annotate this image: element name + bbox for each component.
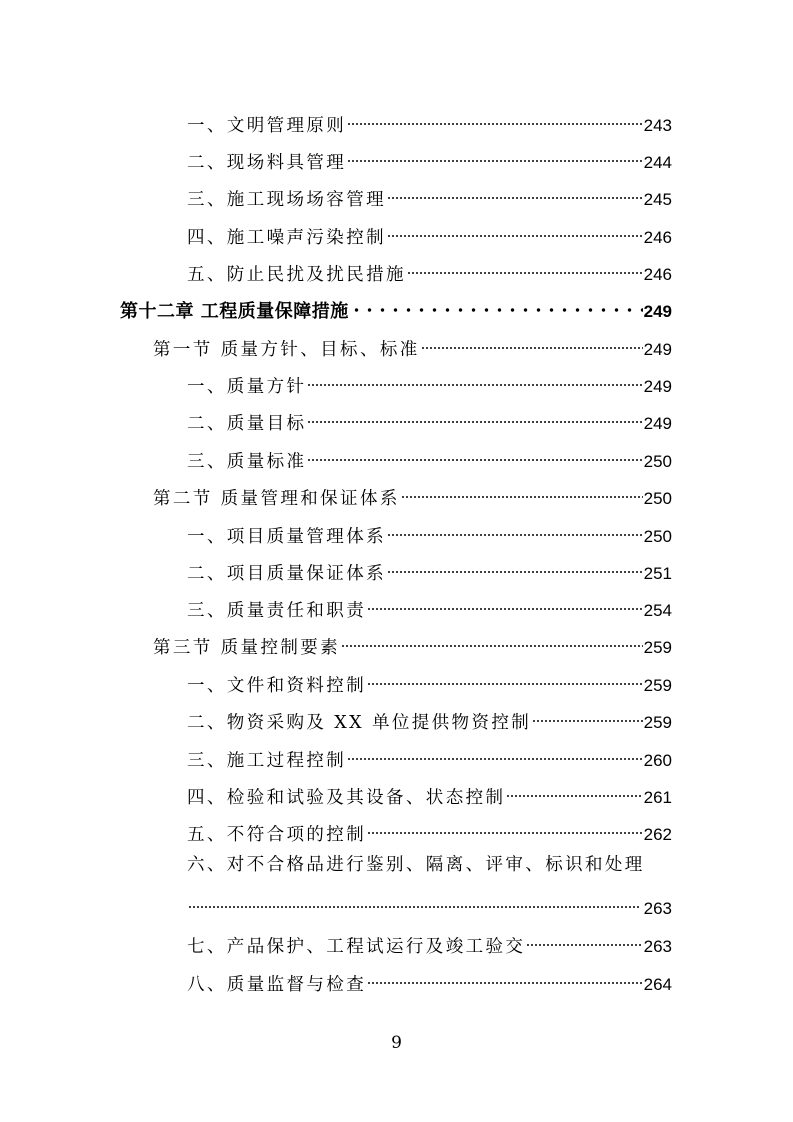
toc-section-entry[interactable] <box>153 480 672 509</box>
toc-entry-label: 二、项目质量保证体系 <box>187 564 386 584</box>
toc-entry[interactable] <box>187 518 672 547</box>
toc-entry-page: 249 <box>643 377 672 396</box>
dot-leader <box>532 704 642 728</box>
toc-entry-page: 251 <box>643 564 672 583</box>
toc-entry[interactable] <box>187 742 672 771</box>
toc-chapter-entry[interactable] <box>120 293 672 322</box>
dot-leader <box>526 928 642 952</box>
toc-entry-page: 261 <box>643 788 672 807</box>
dot-leader <box>347 144 642 168</box>
toc-entry-label: 五、防止民扰及扰民措施 <box>187 265 406 285</box>
toc-entry-page: 246 <box>643 265 672 284</box>
toc-entry-page: 263 <box>643 899 672 918</box>
toc-entry-page: 250 <box>643 452 672 471</box>
dot-leader <box>341 629 643 653</box>
dot-leader <box>387 219 643 243</box>
toc-entry-continuation <box>187 890 672 918</box>
dot-leader <box>347 107 642 131</box>
toc-entry[interactable] <box>187 592 672 621</box>
toc-section-entry[interactable] <box>153 331 672 360</box>
toc-entry-label: 三、质量标准 <box>187 452 307 472</box>
toc-entry-wrapped[interactable] <box>187 853 672 918</box>
toc-entry[interactable] <box>187 107 672 136</box>
toc-entry-page: 249 <box>643 302 672 321</box>
toc-entry[interactable] <box>187 368 672 397</box>
dot-leader <box>387 555 643 579</box>
toc-entry-label: 三、施工过程控制 <box>187 751 347 771</box>
toc-entry[interactable] <box>187 816 672 845</box>
dot-leader <box>307 368 642 392</box>
toc-entry[interactable] <box>187 443 672 472</box>
toc-section-entry[interactable] <box>153 629 672 658</box>
toc-entry-label: 一、文明管理原则 <box>187 116 347 136</box>
toc-entry-page: 259 <box>643 713 672 732</box>
toc-entry-label: 五、不符合项的控制 <box>187 825 367 845</box>
toc-entry-label: 四、检验和试验及其设备、状态控制 <box>187 788 506 808</box>
toc-entry[interactable] <box>187 219 672 248</box>
toc-entry-page: 246 <box>643 228 672 247</box>
toc-entry-page: 264 <box>643 975 672 994</box>
toc-entry-label: 二、现场料具管理 <box>187 153 347 173</box>
toc-entry-page: 244 <box>643 153 672 172</box>
dot-leader <box>350 293 643 317</box>
toc-entry-page: 249 <box>643 414 672 433</box>
toc-entry-page: 263 <box>643 937 672 956</box>
toc-entry[interactable] <box>187 144 672 173</box>
page-number: 9 <box>391 1033 402 1053</box>
toc-entry-page: 250 <box>643 489 672 508</box>
toc-entry-page: 254 <box>643 601 672 620</box>
dot-leader <box>367 816 643 840</box>
toc-entry-page: 260 <box>643 751 672 770</box>
toc-entry-page: 259 <box>643 638 672 657</box>
toc-entry-label: 八、质量监督与检查 <box>187 975 367 995</box>
toc-entry-page: 243 <box>643 116 672 135</box>
toc-entry[interactable] <box>187 966 672 995</box>
toc-entry-page: 259 <box>643 676 672 695</box>
toc-entry-page: 262 <box>643 825 672 844</box>
dot-leader <box>367 966 643 990</box>
toc-entry[interactable] <box>187 256 672 285</box>
toc-entry[interactable] <box>187 405 672 434</box>
toc-entry[interactable] <box>187 555 672 584</box>
toc-entry-label: 一、项目质量管理体系 <box>187 527 386 547</box>
toc-entry-label: 第三节 质量控制要素 <box>153 638 341 658</box>
toc-entry-label: 第十二章 工程质量保障措施 <box>120 301 349 322</box>
toc-entry[interactable] <box>187 779 672 808</box>
toc-entry-page: 245 <box>643 190 672 209</box>
dot-leader <box>367 667 643 691</box>
toc-entry[interactable] <box>187 704 672 733</box>
toc-entry-label: 第二节 质量管理和保证体系 <box>153 489 400 509</box>
toc-entry-label: 一、质量方针 <box>187 377 307 397</box>
toc-entry-label: 三、施工现场场容管理 <box>187 190 386 210</box>
dot-leader <box>506 779 642 803</box>
toc-entry-label: 三、质量责任和职责 <box>187 601 367 621</box>
toc-entry-label: 六、对不合格品进行鉴别、隔离、评审、标识和处理 <box>187 855 645 875</box>
dot-leader <box>407 256 643 280</box>
dot-leader <box>387 518 643 542</box>
toc-entry-label: 一、文件和资料控制 <box>187 676 367 696</box>
toc-entry-page: 250 <box>643 527 672 546</box>
toc-entry-label: 七、产品保护、工程试运行及竣工验交 <box>187 937 526 957</box>
dot-leader <box>367 592 643 616</box>
toc-entry-label: 第一节 质量方针、目标、标准 <box>153 340 420 360</box>
dot-leader <box>307 443 642 467</box>
toc-entry[interactable] <box>187 667 672 696</box>
dot-leader <box>188 890 640 914</box>
toc-entry-page: 249 <box>643 340 672 359</box>
toc-entry-label: 二、质量目标 <box>187 414 307 434</box>
dot-leader <box>307 405 642 429</box>
dot-leader <box>421 331 643 355</box>
toc-entry-label: 四、施工噪声污染控制 <box>187 228 386 248</box>
dot-leader <box>347 742 642 766</box>
toc-entry[interactable] <box>187 181 672 210</box>
toc-entry[interactable] <box>187 928 672 957</box>
dot-leader <box>387 181 643 205</box>
dot-leader <box>401 480 643 504</box>
toc-entry-label: 二、物资采购及 XX 单位提供物资控制 <box>187 713 532 733</box>
